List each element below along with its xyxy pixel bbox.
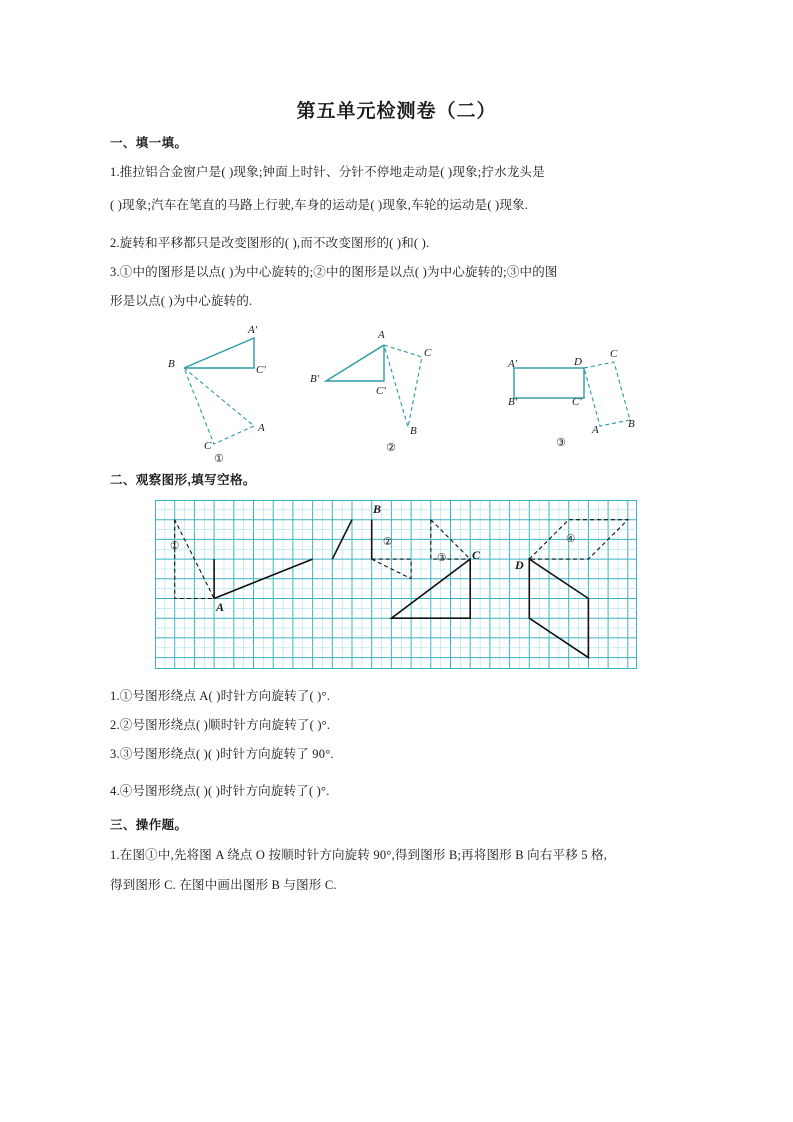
figure-1-label-B: B [168, 358, 175, 370]
grid-number-4: ④ [566, 533, 576, 545]
figure-2-number: ② [386, 442, 396, 454]
figure-3-number: ③ [556, 437, 566, 449]
question-1-line-1: 1.推拉铝合金窗户是( )现象;钟面上时针、分针不停地走动是( )现象;拧水龙头是 [110, 165, 545, 179]
section-heading-3: 三、操作题。 [110, 818, 188, 832]
grid-point-label-C: C [472, 548, 481, 562]
section-heading-1: 一、填一填。 [110, 136, 188, 150]
figure-3-label-A-prime: A' [508, 358, 518, 370]
operation-question-line-2: 得到图形 C. 在图中画出图形 B 与图形 C. [110, 878, 337, 892]
figure-1-label-C: C [204, 440, 212, 452]
grid-number-2: ② [383, 536, 393, 548]
grid-question-4: 4.④号图形绕点( )( )时针方向旋转了( )°. [110, 784, 330, 798]
rotation-figure-2 [310, 323, 448, 454]
figure-3-label-B: B [628, 418, 635, 430]
question-3-line-1: 3.①中的图形是以点( )为中心旋转的;②中的图形是以点( )为中心旋转的;③中的图 [110, 265, 558, 279]
operation-question-line-1: 1.在图①中,先将图 A 绕点 O 按顺时针方向旋转 90°,得到图形 B;再将图形 B 向右平移 5 格, [110, 848, 608, 862]
figure-1-label-C-prime: C' [256, 364, 266, 376]
figure-1-number: ① [214, 453, 224, 465]
grid-number-1: ① [170, 540, 180, 552]
grid-figure [155, 500, 637, 669]
figure-2-label-A: A [378, 329, 385, 341]
figure-3-label-D: D [574, 356, 582, 368]
grid-point-label-B: B [373, 502, 382, 516]
figure-1-label-A-prime: A' [248, 324, 258, 336]
rotation-figure-3 [500, 346, 650, 449]
rotation-figures-row [0, 318, 793, 465]
question-2-line-1: 2.旋转和平移都只是改变图形的( ),而不改变图形的( )和( ). [110, 236, 430, 250]
figure-3-label-B-prime: B' [508, 396, 518, 408]
figure-2-label-B: B [410, 425, 417, 437]
grid-question-1: 1.①号图形绕点 A( )时针方向旋转了( )°. [110, 689, 331, 703]
question-3-line-2: 形是以点( )为中心旋转的. [110, 294, 253, 308]
figure-2-label-C: C [424, 347, 432, 359]
grid-point-label-D: D [515, 558, 524, 572]
rotation-figure-1 [168, 324, 280, 465]
section-heading-2: 二、观察图形,填写空格。 [110, 473, 256, 487]
figure-3-label-A: A [592, 424, 599, 436]
grid-question-2: 2.②号图形绕点( )顺时针方向旋转了( )°. [110, 718, 331, 732]
figure-3-label-C-prime: C' [572, 396, 582, 408]
figure-2-label-B-prime: B' [310, 373, 320, 385]
figure-1-label-A: A [258, 422, 265, 434]
page-title: 第五单元检测卷（二） [296, 101, 497, 122]
grid-question-3: 3.③号图形绕点( )( )时针方向旋转了 90°. [110, 747, 334, 761]
question-1-line-2: ( )现象;汽车在笔直的马路上行驶,车身的运动是( )现象,车轮的运动是( )现象. [110, 198, 529, 212]
figure-3-label-C: C [610, 348, 618, 360]
figure-2-label-C-prime: C' [376, 385, 386, 397]
grid-number-3: ③ [437, 552, 447, 564]
grid-point-label-A: A [216, 600, 225, 614]
